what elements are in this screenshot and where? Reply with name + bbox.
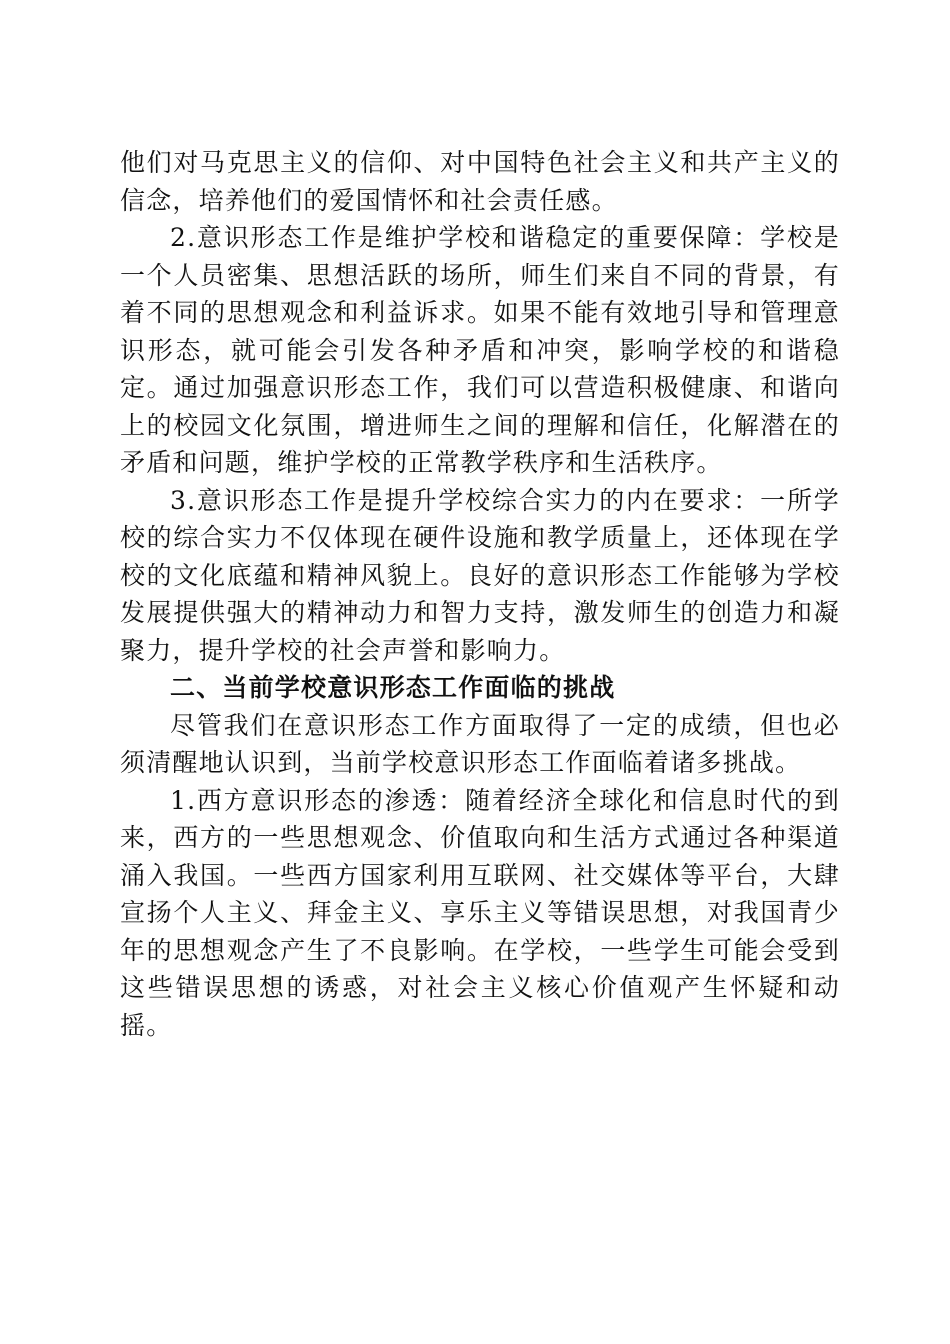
section-heading: 二、当前学校意识形态工作面临的挑战 [170,673,616,702]
paragraph-point-3: 3.意识形态工作是提升学校综合实力的内在要求：一所学校的综合实力不仅体现在硬件设施和教学质量上，还体现在学校的文化底蕴和精神风貌上。良好的意识形态工作能够为学校发展提供强大的精神动力和智力支持，激发师生的创造力和凝聚力，提升学校的社会声誉和影响力。 [120,485,840,665]
paragraph-continuation: 他们对马克思主义的信仰、对中国特色社会主义和共产主义的信念，培养他们的爱国情怀和社会责任感。 [120,148,840,215]
paragraph-intro: 尽管我们在意识形态工作方面取得了一定的成绩，但也必须清醒地认识到，当前学校意识形态工作面临着诸多挑战。 [120,710,840,777]
paragraph-point-1: 1.西方意识形态的渗透：随着经济全球化和信息时代的到来，西方的一些思想观念、价值取向和生活方式通过各种渠道涌入我国。一些西方国家利用互联网、社交媒体等平台，大肆宣扬个人主义、拜金主义、享乐主义等错误思想，对我国青少年的思想观念产生了不良影响。在学校，一些学生可能会受到这些错误思想的诱惑，对社会主义核心价值观产生怀疑和动摇。 [120,785,840,1040]
paragraph-point-2: 2.意识形态工作是维护学校和谐稳定的重要保障：学校是一个人员密集、思想活跃的场所，师生们来自不同的背景，有着不同的思想观念和利益诉求。如果不能有效地引导和管理意识形态，就可能会引发各种矛盾和冲突，影响学校的和谐稳定。通过加强意识形态工作，我们可以营造积极健康、和谐向上的校园文化氛围，增进师生之间的理解和信任，化解潜在的矛盾和问题，维护学校的正常教学秩序和生活秩序。 [120,223,840,477]
document-body [120,144,840,1044]
